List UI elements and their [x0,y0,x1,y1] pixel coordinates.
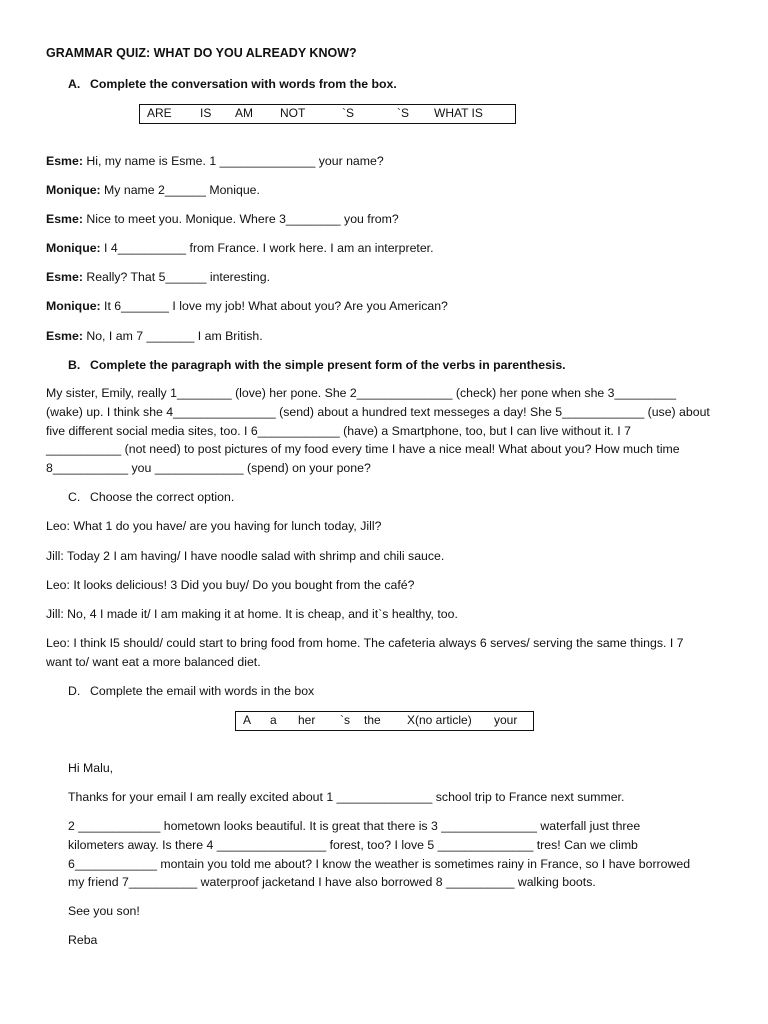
word-box-d-item: your [494,713,518,727]
line-text: Hi, my name is Esme. 1 ______________ your name? [82,154,384,168]
dialogue-line: Leo: What 1 do you have/ are you having for lunch today, Jill? [46,519,382,533]
section-c-instruction: Choose the correct option. [90,490,235,504]
paragraph-line: (wake) up. I think she 4_______________ (send) about a hundred text messeges a day! She 5____________ (use) about [46,404,710,419]
word-box-a-item: ARE [147,106,172,120]
email-line: 2 ____________ hometown looks beautiful. It is great that there is 3 ______________ waterfall just three [68,819,641,833]
section-c-heading [68,488,234,506]
paragraph-line: five different social media sites, too. I 6____________ (have) a Smartphone, too, but I can live without it. I 7 [46,423,631,438]
dialogue-line: Leo: I think I5 should/ could start to bring food from home. The cafeteria always 6 serves/ serving the same things. I 7 [46,636,684,650]
word-box-a-item: WHAT IS [434,106,483,120]
speaker-name: Monique: [46,183,101,197]
word-box-a-item: IS [200,106,212,120]
word-box-d-item: X(no article) [407,713,472,727]
dialogue-line: want to/ want eat a more balanced diet. [46,654,261,669]
conversation-line [46,268,270,286]
section-c-letter: C. [68,490,81,504]
section-b-instruction: Complete the paragraph with the simple present form of the verbs in parenthesis. [90,358,566,372]
line-text: No, I am 7 _______ I am British. [82,329,263,343]
conversation-line [46,297,448,315]
word-box-a-item: `S [397,106,409,120]
section-b-paragraph [46,384,710,478]
section-d-letter: D. [68,684,81,698]
paragraph-line: My sister, Emily, really 1________ (love) her pone. She 2______________ (check) her pone when she 3_________ [46,386,677,400]
word-box-a-item: AM [235,106,253,120]
page-title: GRAMMAR QUIZ: WHAT DO YOU ALREADY KNOW? [46,46,357,60]
conversation-line [46,181,260,199]
section-a-letter: A. [68,77,81,91]
speaker-name: Monique: [46,241,101,255]
dialogue-paragraph [46,634,684,672]
section-a-heading [68,75,397,93]
line-text: My name 2______ Monique. [100,183,260,197]
email-line: kilometers away. Is there 4 ________________ forest, too? I love 5 ______________ tres! Can we climb [68,837,638,852]
line-text: It 6_______ I love my job! What about you? Are you American? [100,299,448,313]
dialogue-line: Jill: Today 2 I am having/ I have noodle salad with shrimp and chili sauce. [46,549,445,563]
word-box-d-item: `s [340,713,350,727]
section-d-heading [68,682,314,700]
word-box-d-item: her [298,713,316,727]
word-box-d-item: A [243,713,252,727]
line-text: I 4__________ from France. I work here. I am an interpreter. [100,241,434,255]
email-closing: See you son! [68,904,140,918]
line-text: Nice to meet you. Monique. Where 3________ you from? [82,212,399,226]
email-greeting: Hi Malu, [68,761,114,775]
conversation-line [46,239,434,257]
word-box-d-item: a [270,713,277,727]
email-signature: Reba [68,933,98,947]
conversation-line [46,327,263,345]
section-b-heading [68,356,566,374]
speaker-name: Esme: [46,270,83,284]
section-b-letter: B. [68,358,81,372]
section-a-instruction: Complete the conversation with words from the box. [90,77,397,91]
dialogue-line: Jill: No, 4 I made it/ I am making it at home. It is cheap, and it`s healthy, too. [46,607,458,621]
email-paragraph-2 [68,817,690,892]
dialogue-line: Leo: It looks delicious! 3 Did you buy/ Do you bought from the café? [46,578,415,592]
conversation-line [46,152,384,170]
email-line: my friend 7__________ waterproof jacketand I have also borrowed 8 __________ walking boots. [68,875,596,890]
word-box-a-item: `S [342,106,354,120]
speaker-name: Esme: [46,154,83,168]
speaker-name: Monique: [46,299,101,313]
word-box-d-item: the [364,713,381,727]
conversation-line [46,210,399,228]
word-box-d [235,711,534,731]
speaker-name: Esme: [46,329,83,343]
email-line: 6____________ montain you told me about? I know the weather is sometimes rainy in France, so I have borrowed [68,856,691,871]
section-d-instruction: Complete the email with words in the box [90,684,315,698]
line-text: Really? That 5______ interesting. [82,270,271,284]
speaker-name: Esme: [46,212,83,226]
paragraph-line: ___________ (not need) to post pictures of my food every time I have a nice meal! What about you? How much time [46,442,680,457]
word-box-a-item: NOT [280,106,306,120]
email-paragraph-1: Thanks for your email I am really excited about 1 ______________ school trip to France next summer. [68,790,625,804]
word-box-a [139,104,516,124]
paragraph-line: 8___________ you _____________ (spend) on your pone? [46,461,371,476]
